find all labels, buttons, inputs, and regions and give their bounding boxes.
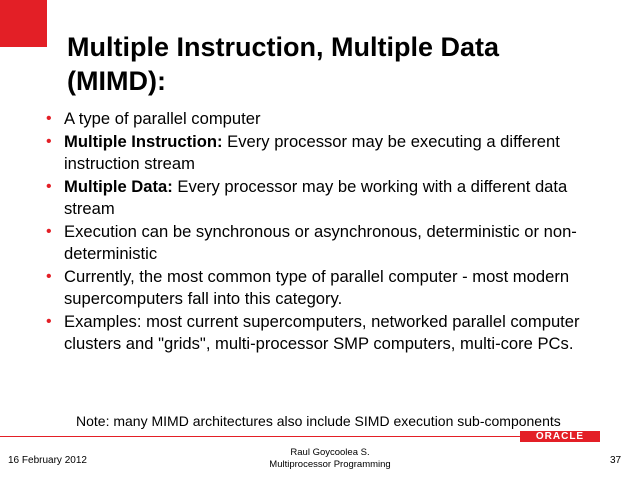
- bullet-bold-lead: Multiple Instruction:: [64, 131, 223, 151]
- slide-title-line-2: (MIMD):: [67, 66, 166, 96]
- bullet-dot-icon: •: [46, 222, 52, 240]
- bullet-dot-icon: •: [46, 312, 52, 330]
- page-number: 37: [610, 455, 622, 466]
- bullet-text: Every processor may be executing a different instruction stream: [64, 131, 560, 173]
- footer-course: Multiprocessor Programming: [269, 459, 391, 470]
- bullet-item: [46, 221, 616, 266]
- bullet-text: Execution can be synchronous or asynchronous, deterministic or non-deterministic: [64, 221, 577, 263]
- slide-title-line-1: Multiple Instruction, Multiple Data: [67, 32, 499, 62]
- bullet-item: [46, 108, 616, 131]
- footer-divider: [0, 431, 638, 442]
- slide-note: Note: many MIMD architectures also include SIMD execution sub-components: [76, 413, 561, 429]
- bullet-dot-icon: •: [46, 267, 52, 285]
- bullet-list: [46, 108, 616, 356]
- bullet-text: Currently, the most common type of parallel computer - most modern supercomputers fall into this category.: [64, 266, 570, 308]
- oracle-logo: ORACLE: [520, 431, 600, 442]
- bullet-item: [46, 176, 616, 221]
- bullet-dot-icon: •: [46, 177, 52, 195]
- bullet-item: [46, 266, 616, 311]
- bullet-text: Examples: most current supercomputers, networked parallel computer clusters and "grids", multi-processor SMP computers, multi-core PCs.: [64, 311, 580, 353]
- slide-title: [67, 30, 607, 98]
- bullet-item: [46, 311, 616, 356]
- corner-accent-square: [0, 0, 47, 47]
- footer-rule: [0, 436, 520, 437]
- footer-date: 16 February 2012: [8, 455, 87, 466]
- bullet-text: A type of parallel computer: [64, 109, 261, 128]
- bullet-text: Every processor may be working with a different data stream: [64, 176, 568, 218]
- bullet-dot-icon: •: [46, 110, 52, 127]
- bullet-bold-lead: Multiple Data:: [64, 176, 173, 196]
- bullet-dot-icon: •: [46, 132, 52, 150]
- footer-credit: [260, 447, 400, 471]
- bullet-item: [46, 131, 616, 176]
- footer-author: Raul Goycoolea S.: [290, 447, 370, 458]
